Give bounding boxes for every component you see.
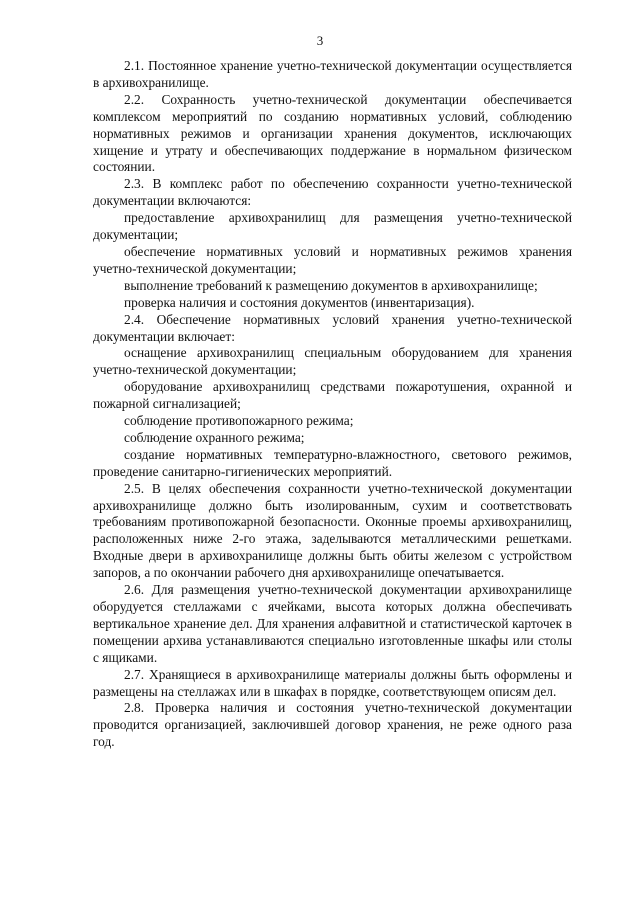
list-item: соблюдение противопожарного режима;	[124, 413, 354, 429]
list-item: создание нормативных температурно-влажностного, светового режимов, проведение санитарно-гигиенических мероприятий.	[93, 446, 572, 479]
list-item: предоставление архивохранилищ для размещения учетно-технической документации;	[93, 210, 572, 243]
list-item: соблюдение охранного режима;	[124, 429, 305, 445]
paragraph-2-3: 2.3. В комплекс работ по обеспечению сохранности учетно-технической документации включаются:	[93, 176, 572, 209]
document-body	[93, 58, 572, 751]
list-item: выполнение требований к размещению документов в архивохранилище;	[124, 277, 538, 293]
paragraph-2-2: 2.2. Сохранность учетно-технической документации обеспечивается комплексом мероприятий по созданию нормативных условий, соблюдению нормативных режимов и организации хранения документов, исключающих хищение и утрату и обеспечивающих поддержание в нормальном физическом состоянии.	[93, 91, 572, 175]
paragraph-2-4: 2.4. Обеспечение нормативных условий хранения учетно-технической документации включает:	[93, 311, 572, 344]
list-item: обеспечение нормативных условий и нормативных режимов хранения учетно-технической документации;	[93, 243, 572, 276]
paragraph-2-6: 2.6. Для размещения учетно-технической документации архивохранилище оборудуется стеллажами с ячейками, высота которых должна обеспечивать вертикальное хранение дел. Для хранения алфавитной и статистической карточек в помещении архива устанавливаются специально изготовленные шкафы или столы с ящиками.	[93, 582, 572, 665]
paragraph-2-8: 2.8. Проверка наличия и состояния учетно-технической документации проводится организацией, заключившей договор хранения, не реже одного раза год.	[93, 700, 572, 750]
paragraph-2-1: 2.1. Постоянное хранение учетно-технической документации осуществляется в архивохранилище.	[93, 58, 572, 90]
list-item: проверка наличия и состояния документов (инвентаризация).	[124, 294, 475, 310]
page-number: 3	[316, 33, 324, 48]
paragraph-2-7: 2.7. Хранящиеся в архивохранилище материалы должны быть оформлены и размещены на стеллажах или в шкафах в порядке, соответствующем описям дел.	[93, 666, 572, 699]
list-item: оборудование архивохранилищ средствами пожаротушения, охранной и пожарной сигнализацией;	[93, 379, 572, 412]
paragraph-2-5: 2.5. В целях обеспечения сохранности учетно-технической документации архивохранилище должно быть изолированным, сухим и соответствовать требованиям противопожарной безопасности. Оконные проемы архивохранилищ, расположенных ниже 2-го этажа, заделываются металлическими решетками. Входные двери в архивохранилище должны быть обиты железом с устройством запоров, а по окончании рабочего дня архивохранилище опечатывается.	[93, 480, 572, 581]
list-item: оснащение архивохранилищ специальным оборудованием для хранения учетно-технической документации;	[93, 345, 572, 378]
